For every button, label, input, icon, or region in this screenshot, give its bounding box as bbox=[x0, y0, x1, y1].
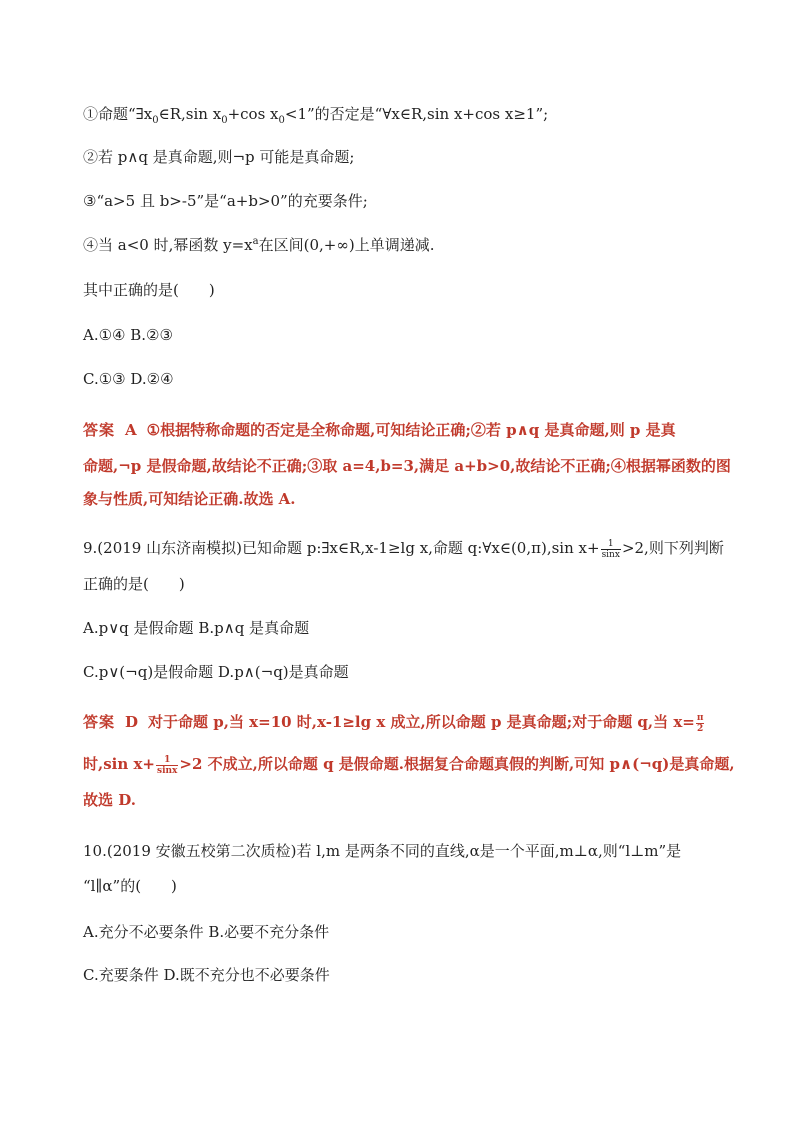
question-9-line-1: 9.(2019 山东济南模拟)已知命题 p:∃x∈R,x-1≥lg x,命题 q:∀x∈(0,π),sin x+ $\frac{1}{\sin x}$ >2,则下列判断 bbox=[83, 538, 724, 560]
fraction-1-over-sinx: $\frac{1}{\sin x}$ bbox=[601, 538, 620, 560]
fraction-pi-over-2: $\frac{\pi}{2}$ bbox=[696, 712, 704, 734]
fraction-1-over-sinx: $\frac{1}{\sin x}$ bbox=[157, 754, 178, 776]
question-10-line-2: “l∥α”的( ) bbox=[83, 877, 177, 895]
answer-choice: A bbox=[125, 421, 137, 439]
statement-1: ①命题“$\exists x_0\in R,\sin$ $x_0+\cos$ $x_0<1$”的否定是“∀x∈R,sin x+cos x≥1”; bbox=[83, 105, 549, 126]
question-8-stem: 其中正确的是( ) bbox=[83, 281, 215, 299]
question-9-line-2: 正确的是( ) bbox=[83, 575, 185, 593]
question-8-answer-line-1: 答案 A ①根据特称命题的否定是全称命题,可知结论正确;②若 p∧q 是真命题,则 p 是真 bbox=[83, 421, 676, 439]
statement-4: ④当 a<0 时,幂函数 $y=x^a$在区间(0,+∞)上单调递减. bbox=[83, 236, 435, 254]
question-9-options-cd: C.p∨(¬q)是假命题 D.p∧(¬q)是真命题 bbox=[83, 663, 349, 681]
question-9-answer-line-1: 答案 D 对于命题 p,当 x=10 时,x-1≥lg x 成立,所以命题 p 是真命题;对于命题 q,当 x= $\frac{\pi}{2}$ bbox=[83, 712, 704, 734]
question-9-answer-line-3: 故选 D. bbox=[83, 791, 136, 809]
question-8-answer-line-3: 象与性质,可知结论正确.故选 A. bbox=[83, 490, 296, 508]
question-8-options-ab: A.①④ B.②③ bbox=[83, 326, 173, 344]
question-9-options-ab: A.p∨q 是假命题 B.p∧q 是真命题 bbox=[83, 619, 310, 637]
question-10-line-1: 10.(2019 安徽五校第二次质检)若 l,m 是两条不同的直线,α是一个平面,m⊥α,则“l⊥m”是 bbox=[83, 842, 682, 860]
question-8-options-cd: C.①③ D.②④ bbox=[83, 370, 174, 388]
answer-label: 答案 bbox=[83, 421, 116, 439]
question-8-answer-line-2: 命题,¬p 是假命题,故结论不正确;③取 a=4,b=3,满足 a+b>0,故结论不正确;④根据幂函数的图 bbox=[83, 457, 731, 475]
question-10-options-cd: C.充要条件 D.既不充分也不必要条件 bbox=[83, 966, 330, 984]
question-9-answer-line-2: 时,sin x+ $\frac{1}{\sin x}$ >2 不成立,所以命题 q 是假命题.根据复合命题真假的判断,可知 p∧(¬q)是真命题, bbox=[83, 754, 735, 776]
statement-2: ②若 p∧q 是真命题,则¬p 可能是真命题; bbox=[83, 148, 355, 166]
statement-3: ③“a>5 且 b>-5”是“a+b>0”的充要条件; bbox=[83, 192, 368, 210]
answer-choice: D bbox=[125, 713, 139, 731]
question-10-options-ab: A.充分不必要条件 B.必要不充分条件 bbox=[83, 923, 330, 941]
